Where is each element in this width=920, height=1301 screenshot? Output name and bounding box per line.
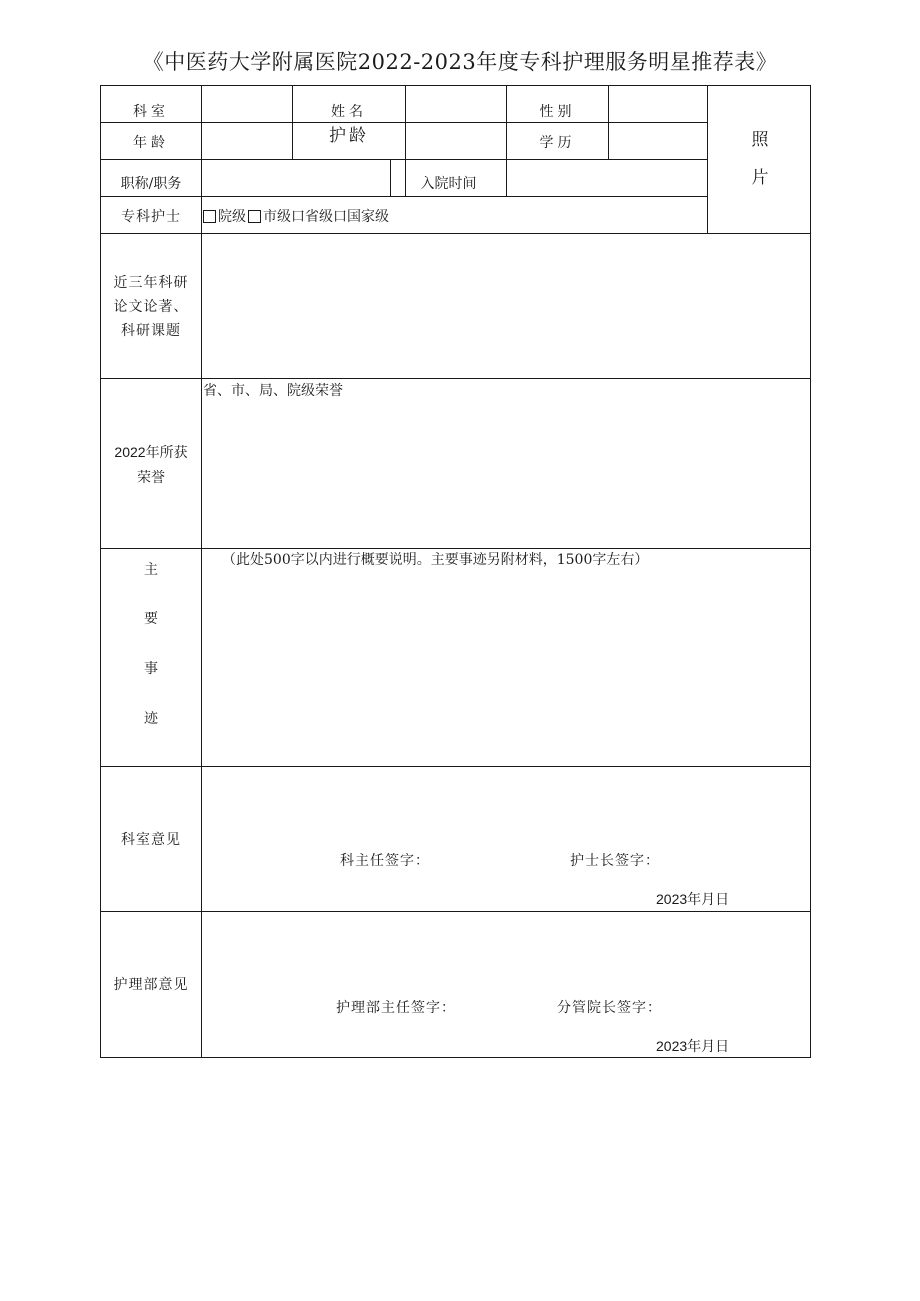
label-dept-opinion: 科室意见 [121,832,181,848]
honors-hint: 省、市、局、院级荣誉 [203,383,343,399]
table-border [608,85,609,159]
label-deeds-3: 事 [144,661,158,677]
dept-sign-date: 2023年月日 [656,891,730,907]
specialist-level-options [203,208,389,226]
deeds-hint: （此处500字以内进行概要说明。主要事迹另附材料，1500字左右） [222,552,649,568]
label-education: 学历 [539,135,576,151]
table-border [810,85,811,1058]
table-border [100,85,811,86]
dept-director-signature: 科主任签字： [340,853,430,869]
label-deeds-1: 主 [144,562,158,578]
checkbox-hospital-level[interactable]: 院级 [203,209,246,225]
checkbox-national-level[interactable]: 口国家级 [333,209,389,225]
label-title-position: 职称/职务 [120,176,182,192]
label-honors-1: 2022年所获 [114,444,188,460]
page-title: 《中医药大学附属医院2022-2023年度专科护理服务明星推荐表》 [142,50,778,74]
label-deeds-4: 迹 [144,711,158,727]
table-border [707,85,708,233]
label-department: 科室 [133,104,169,120]
photo-label-2: 片 [751,168,769,188]
head-nurse-signature: 护士长签字： [570,853,660,869]
table-border [292,85,293,159]
table-border [100,233,811,234]
table-border [100,911,811,912]
label-nursing-years: 护龄 [329,126,369,146]
table-border [100,122,708,123]
checkbox-province-level[interactable]: 口省级 [291,209,333,225]
table-border [100,1057,811,1058]
label-honors-2: 荣誉 [137,470,165,486]
label-age: 年龄 [133,135,169,151]
nursing-sign-date: 2023年月日 [656,1038,730,1054]
nomination-form [100,85,811,1058]
label-admission-time: 入院时间 [420,176,477,192]
table-border [100,196,708,197]
label-deeds-2: 要 [144,611,158,627]
nursing-director-signature: 护理部主任签字： [336,1000,456,1016]
vice-president-signature: 分管院长签字： [557,1000,662,1016]
label-specialist-nurse: 专科护士 [121,209,181,225]
photo-label-1: 照 [751,130,769,150]
table-border [100,548,811,549]
label-name: 姓名 [331,104,367,120]
label-research-1: 近三年科研 [113,275,189,291]
label-research-2: 论文论著、 [113,299,189,315]
table-border [201,85,202,1058]
checkbox-city-level[interactable]: 市级 [246,209,291,225]
table-border [100,378,811,379]
table-border [100,159,708,160]
label-gender: 性别 [539,104,576,120]
label-nursing-opinion: 护理部意见 [113,977,189,993]
table-border [100,766,811,767]
label-research-3: 科研课题 [121,323,181,339]
